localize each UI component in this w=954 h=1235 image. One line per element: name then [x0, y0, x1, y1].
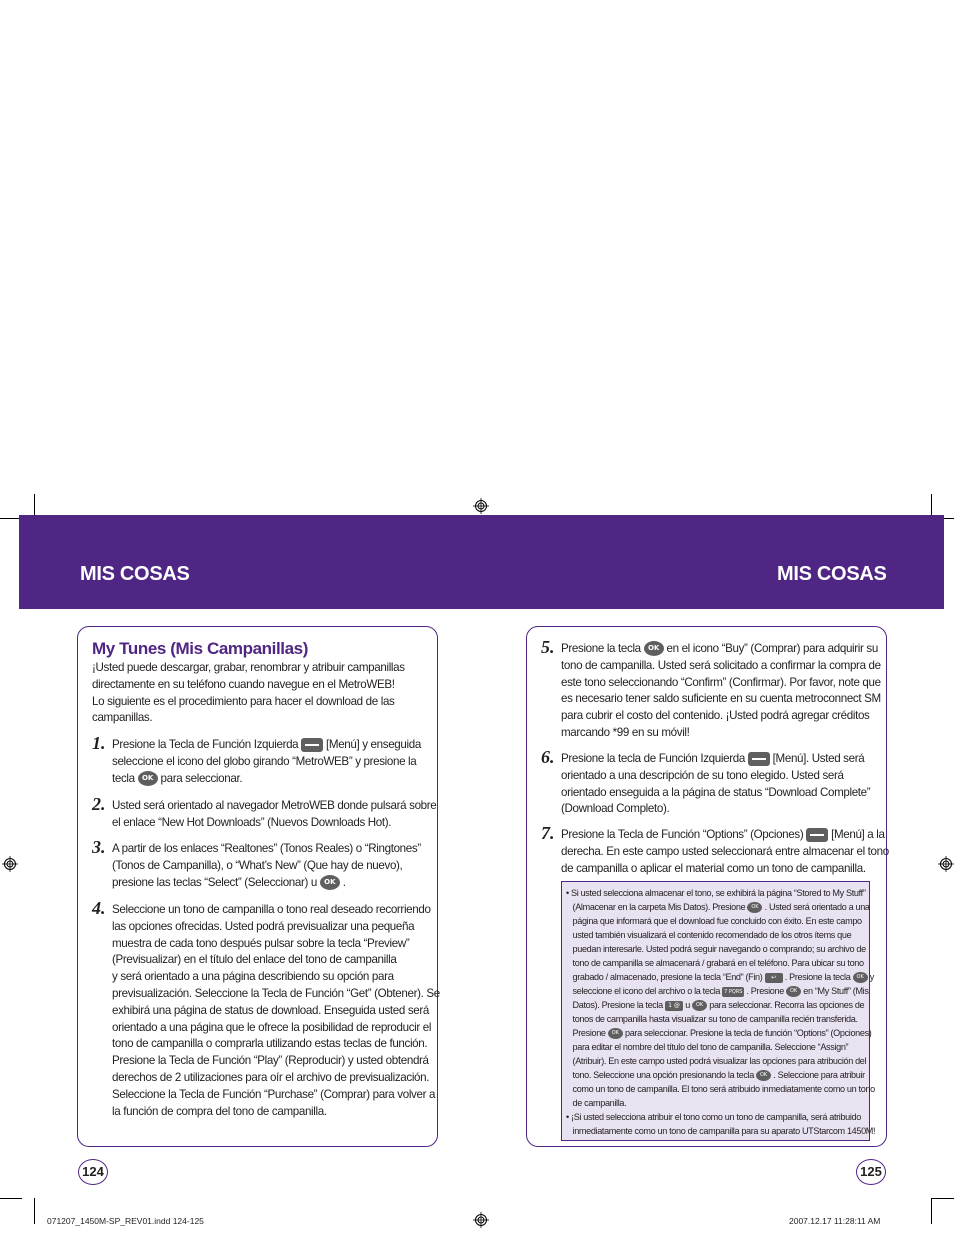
text-line: tono. Seleccione una opción presionando la tecla OK . Seleccione para atribuir: [566, 1070, 865, 1080]
text-line: puedan interesarle. Usted podrá seguir navegando o comprando; su archivo de: [566, 944, 866, 954]
step-number: 2.: [92, 794, 106, 814]
ok-key-icon: OK: [853, 972, 868, 983]
text-line: Datos). Presione la tecla 1 @ u OK para seleccionar. Recorra las opciones de: [566, 1000, 865, 1010]
text-line: (Tonos de Campanilla), o “What’s New” (Que hay de nuevo),: [112, 858, 403, 872]
text-line: (Atribuir). En este campo usted podrá visualizar las opciones para atribución del: [566, 1056, 867, 1066]
text-line: presione las teclas “Select” (Seleccionar) u OK .: [112, 875, 346, 889]
ok-key-icon: OK: [320, 875, 340, 890]
text-line: página que informará que el download fue concluido con éxito. En este campo: [566, 916, 862, 926]
text-line: las opciones ofrecidas. Usted podrá previsualizar una pequeña: [112, 919, 415, 933]
text-line: Presione la Tecla de Función “Options” (Opciones) [Menú] a la: [561, 828, 885, 841]
text-line: para cubrir el costo del contenido. ¡Usted podrá agregar créditos: [561, 709, 870, 723]
end-key-icon: ↩: [765, 973, 783, 983]
note-text: [566, 886, 875, 1138]
text-line: derecha. En este campo usted seleccionará entre almacenar el tono: [561, 844, 889, 858]
step-number: 5.: [541, 637, 555, 657]
text-line: derechos de 2 utilizaciones para oír el archivo de previsualización.: [112, 1070, 430, 1084]
text-line: Presione la Tecla de Función Izquierda [Menú] y enseguida: [112, 738, 421, 751]
text-line: Usted será orientado al navegador MetroWEB donde pulsará sobre: [112, 799, 437, 812]
step-number: 4.: [92, 898, 106, 918]
key-1-icon: 1 @: [665, 1001, 683, 1011]
text-line: tecla OK para seleccionar.: [112, 771, 243, 785]
step-number: 7.: [541, 823, 555, 843]
ok-key-icon: OK: [138, 771, 158, 786]
step-text: [561, 827, 889, 877]
ok-key-icon: OK: [644, 641, 664, 656]
intro-line: Lo siguiente es el procedimiento para hacer el download de las: [92, 694, 395, 708]
key-7-icon: 7 PQRS: [724, 988, 743, 995]
text-line: marcando *99 en su móvil!: [561, 725, 690, 739]
soft-key-icon: [748, 752, 770, 766]
text-line: (Previsualizar) en el título del enlace del tono de campanilla: [112, 953, 397, 967]
step-text: [112, 737, 421, 787]
text-line: seleccione el icono del archivo o la tecla 7 PQRS . Presione OK en “My Stuff” (Mis: [566, 986, 869, 996]
footer-filename: 071207_1450M-SP_REV01.indd 124-125: [47, 1216, 204, 1226]
text-line: grabado / almacenado, presione la tecla “End” (Fin) ↩ . Presione la tecla OK y: [566, 972, 874, 982]
text-line: tono de campanilla. Usted será solicitado a confirmar la compra de: [561, 658, 881, 672]
text-line: A partir de los enlaces “Realtones” (Tonos Reales) o “Ringtones”: [112, 842, 421, 855]
text-line: de campanilla o aplicar el material como un tono de campanilla.: [561, 861, 866, 875]
intro-line: directamente en su teléfono cuando navegue en el MetroWEB!: [92, 677, 395, 691]
step-number: 3.: [92, 837, 106, 857]
step-number: 6.: [541, 747, 555, 767]
registration-mark-icon: [473, 498, 489, 514]
text-line: exhibirá una página de status de download. Enseguida usted será: [112, 1003, 429, 1017]
registration-mark-icon: [938, 856, 954, 872]
text-line: Presione la tecla OK en el icono “Buy” (Comprar) para adquirir su: [561, 642, 878, 655]
page-number-left: 124: [78, 1159, 108, 1185]
soft-key-icon: [301, 738, 323, 752]
text-line: • Si usted selecciona almacenar el tono, se exhibirá la página “Stored to My Stuff”: [566, 888, 866, 898]
ok-key-icon: OK: [786, 986, 801, 997]
text-line: es necesario tener saldo suficiente en su cuenta metroconnect SM: [561, 692, 881, 706]
text-line: el enlace “New Hot Downloads” (Nuevos Downloads Hot).: [112, 815, 392, 829]
text-line: este tono seleccionando “Confirm” (Confirmar). Por favor, note que: [561, 675, 881, 689]
ok-key-icon: OK: [747, 902, 762, 913]
text-line: • ¡Si usted selecciona atribuir el tono como un tono de campanilla, será atribuido: [566, 1112, 861, 1122]
text-line: seleccione el icono del globo girando “MetroWEB” y presione la: [112, 754, 417, 768]
section-title-right: MIS COSAS: [777, 563, 887, 585]
text-line: orientado a una descripción de su tono elegido. Usted será: [561, 768, 844, 782]
registration-mark-icon: [2, 856, 18, 872]
text-line: inmediatamente como un tono de campanilla para su aparato UTStarcom 1450M!: [566, 1126, 876, 1136]
registration-mark-icon: [473, 1212, 489, 1228]
step-text: [112, 841, 421, 891]
text-line: y será orientado a una página describiendo su opción para: [112, 970, 394, 984]
text-line: para editar el nombre del título del tono de campanilla. Seleccione “Assign”: [566, 1042, 849, 1052]
ok-key-icon: OK: [608, 1028, 623, 1039]
text-line: la función de compra del tono de campanilla.: [112, 1104, 327, 1118]
step-text: [561, 641, 881, 742]
page-number-right: 125: [856, 1159, 886, 1185]
text-line: muestra de cada tono después pulsar sobre la tecla “Preview”: [112, 936, 410, 950]
text-line: usted también visualizará el contenido recomendado de los otros ítems que: [566, 930, 852, 940]
text-line: (Almacenar en la carpeta Mis Datos). Presione OK . Usted será orientado a una: [566, 902, 870, 912]
intro-line: campanillas.: [92, 711, 153, 725]
text-line: Presione la tecla de Función Izquierda [Menú]. Usted será: [561, 752, 865, 765]
text-line: tono de campanilla se almacenará / grabará en el teléfono. Para ubicar su tono: [566, 958, 864, 968]
text-line: previsualización. Seleccione la Tecla de Función “Get” (Obtener). Se: [112, 986, 440, 1000]
text-line: Seleccione la Tecla de Función “Purchase” (Comprar) para volver a: [112, 1087, 436, 1101]
text-line: de campanilla.: [566, 1098, 627, 1108]
crop-mark: [34, 1198, 35, 1224]
text-line: orientado enseguida a la página de status “Download Complete”: [561, 785, 871, 799]
step-text: [112, 798, 436, 832]
footer-timestamp: 2007.12.17 11:28:11 AM: [789, 1216, 881, 1226]
soft-key-icon: [806, 828, 828, 842]
text-line: Presione la Tecla de Función “Play” (Reproducir) y usted obtendrá: [112, 1054, 429, 1068]
crop-mark: [0, 1198, 22, 1199]
text-line: tonos de campanilla hasta visualizar su tono de campanilla recién transferida.: [566, 1014, 858, 1024]
step-text: [112, 902, 440, 1120]
text-line: orientado a una página que le ofrece la posibilidad de reproducir el: [112, 1020, 432, 1034]
text-line: (Download Completo).: [561, 802, 670, 816]
text-line: como un tono de campanilla. El tono será atribuido inmediatamente como un tono: [566, 1084, 875, 1094]
ok-key-icon: OK: [756, 1070, 771, 1081]
ok-key-icon: OK: [692, 1000, 707, 1011]
step-number: 1.: [92, 733, 106, 753]
text-line: tono de campanilla o comprarla utilizando estas teclas de función.: [112, 1037, 428, 1051]
intro-line: ¡Usted puede descargar, grabar, renombrar y atribuir campanillas: [92, 661, 405, 674]
crop-mark: [931, 1198, 932, 1224]
text-line: Seleccione un tono de campanilla o tono real deseado recorriendo: [112, 903, 431, 916]
text-line: Presione OK para seleccionar. Presione la tecla de función “Options” (Opciones): [566, 1028, 872, 1038]
section-title-left: MIS COSAS: [80, 563, 190, 585]
crop-mark: [932, 1198, 954, 1199]
intro-paragraph: [92, 660, 432, 727]
section-heading: My Tunes (Mis Campanillas): [92, 639, 308, 658]
header-band: [19, 515, 944, 609]
step-text: [561, 751, 870, 818]
